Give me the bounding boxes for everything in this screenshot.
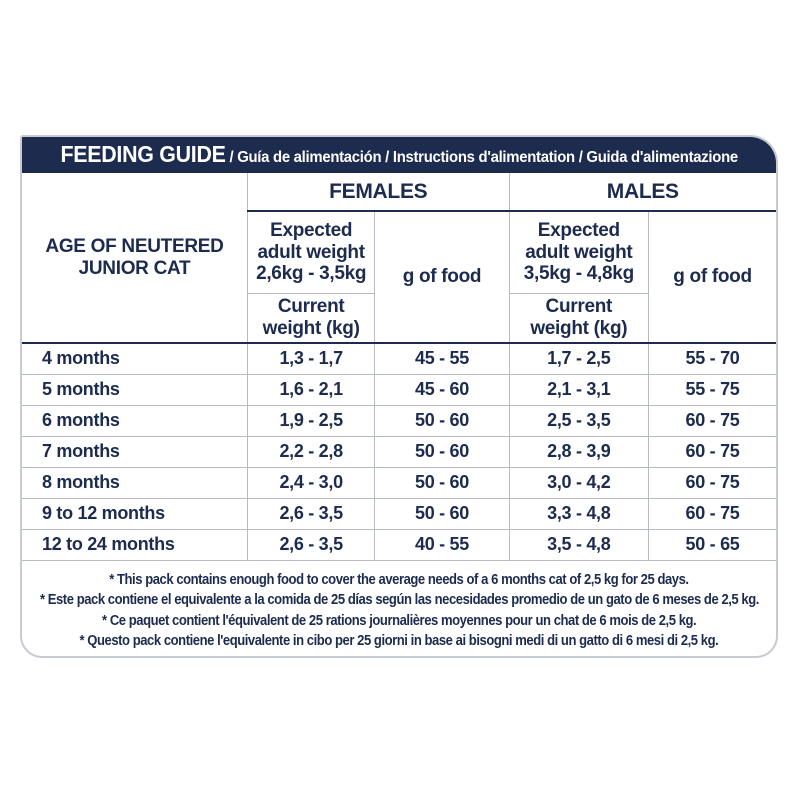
age-cell: 5 months: [22, 374, 247, 405]
males-food-cell: 60 - 75: [649, 498, 776, 529]
males-food-cell: 55 - 75: [649, 374, 776, 405]
age-cell: 8 months: [22, 467, 247, 498]
males-food-cell: 55 - 70: [649, 343, 776, 374]
age-cell: 4 months: [22, 343, 247, 374]
males-food-cell: 60 - 75: [649, 436, 776, 467]
age-cell: 12 to 24 months: [22, 529, 247, 560]
current-weight-header-males: [509, 293, 648, 343]
footnote-line-en: * This pack contains enough food to cover the average needs of a 6 months cat of 2,5 kg for 25 days.: [109, 571, 689, 588]
males-current-weight-cell: 3,0 - 4,2: [509, 467, 648, 498]
feeding-guide-title: FEEDING GUIDE: [60, 140, 226, 167]
females-food-cell: 50 - 60: [375, 498, 509, 529]
expected-line: 3,5kg - 4,8kg: [523, 262, 634, 284]
age-cell: 7 months: [22, 436, 247, 467]
males-current-weight-cell: 2,1 - 3,1: [509, 374, 648, 405]
females-food-cell: 50 - 60: [375, 436, 509, 467]
expected-line: Expected: [270, 220, 353, 242]
table-row: [22, 405, 776, 436]
expected-line: Expected: [537, 220, 620, 242]
age-column-header: AGE OF NEUTERED JUNIOR CAT: [22, 173, 247, 343]
age-cell: 9 to 12 months: [22, 498, 247, 529]
g-of-food-header-males: g of food: [649, 211, 776, 343]
table-row: [22, 436, 776, 467]
females-header: FEMALES: [247, 173, 509, 211]
males-food-cell: 60 - 75: [649, 405, 776, 436]
expected-weight-males: [509, 211, 648, 293]
females-food-cell: 45 - 55: [375, 343, 509, 374]
sex-header-row: [22, 173, 776, 211]
feeding-guide-subtitle: / Guía de alimentación / Instructions d'alimentation / Guida d'alimentazione: [225, 148, 738, 166]
current-line: weight (kg): [530, 317, 628, 339]
males-current-weight-cell: 2,8 - 3,9: [509, 436, 648, 467]
current-line: Current: [277, 296, 345, 318]
table-row: [22, 498, 776, 529]
females-food-cell: 50 - 60: [375, 467, 509, 498]
expected-line: 2,6kg - 3,5kg: [256, 262, 367, 284]
footnote-line-es: * Este pack contiene el equivalente a la comida de 25 días según las necesidades promedio de un gato de 6 meses de 2,5 kg.: [39, 592, 759, 608]
expected-line: adult weight: [257, 241, 365, 263]
females-current-weight-cell: 2,2 - 2,8: [247, 436, 374, 467]
males-food-cell: 60 - 75: [649, 467, 776, 498]
g-of-food-header-females: g of food: [375, 211, 509, 343]
feeding-table: [22, 173, 776, 561]
males-current-weight-cell: 1,7 - 2,5: [509, 343, 648, 374]
females-current-weight-cell: 1,3 - 1,7: [247, 343, 374, 374]
age-cell: 6 months: [22, 405, 247, 436]
females-current-weight-cell: 1,6 - 2,1: [247, 374, 374, 405]
expected-line: adult weight: [525, 241, 633, 263]
females-current-weight-cell: 2,6 - 3,5: [247, 498, 374, 529]
females-food-cell: 40 - 55: [375, 529, 509, 560]
feeding-guide-header-text: [60, 141, 737, 168]
footnote-line-fr: * Ce paquet contient l'équivalent de 25 rations journalières moyennes pour un chat de 6 mois de 2,5 kg.: [101, 612, 697, 629]
feeding-guide-card: [20, 135, 778, 658]
footnotes: [22, 561, 776, 652]
females-food-cell: 50 - 60: [375, 405, 509, 436]
expected-weight-females: [247, 211, 374, 293]
males-current-weight-cell: 2,5 - 3,5: [509, 405, 648, 436]
current-line: Current: [545, 296, 613, 318]
females-food-cell: 45 - 60: [375, 374, 509, 405]
females-current-weight-cell: 1,9 - 2,5: [247, 405, 374, 436]
table-row: [22, 467, 776, 498]
females-current-weight-cell: 2,4 - 3,0: [247, 467, 374, 498]
males-current-weight-cell: 3,5 - 4,8: [509, 529, 648, 560]
males-current-weight-cell: 3,3 - 4,8: [509, 498, 648, 529]
footnote-line-it: * Questo pack contiene l'equivalente in cibo per 25 giorni in base ai bisogni medi di un gatto di 6 mesi di 2,5 kg.: [79, 633, 719, 649]
males-food-cell: 50 - 65: [649, 529, 776, 560]
females-current-weight-cell: 2,6 - 3,5: [247, 529, 374, 560]
table-row: [22, 343, 776, 374]
current-line: weight (kg): [262, 317, 360, 339]
table-row: [22, 529, 776, 560]
current-weight-header-females: [247, 293, 374, 343]
table-row: [22, 374, 776, 405]
males-header: MALES: [509, 173, 776, 211]
feeding-guide-header-bar: [20, 135, 778, 173]
